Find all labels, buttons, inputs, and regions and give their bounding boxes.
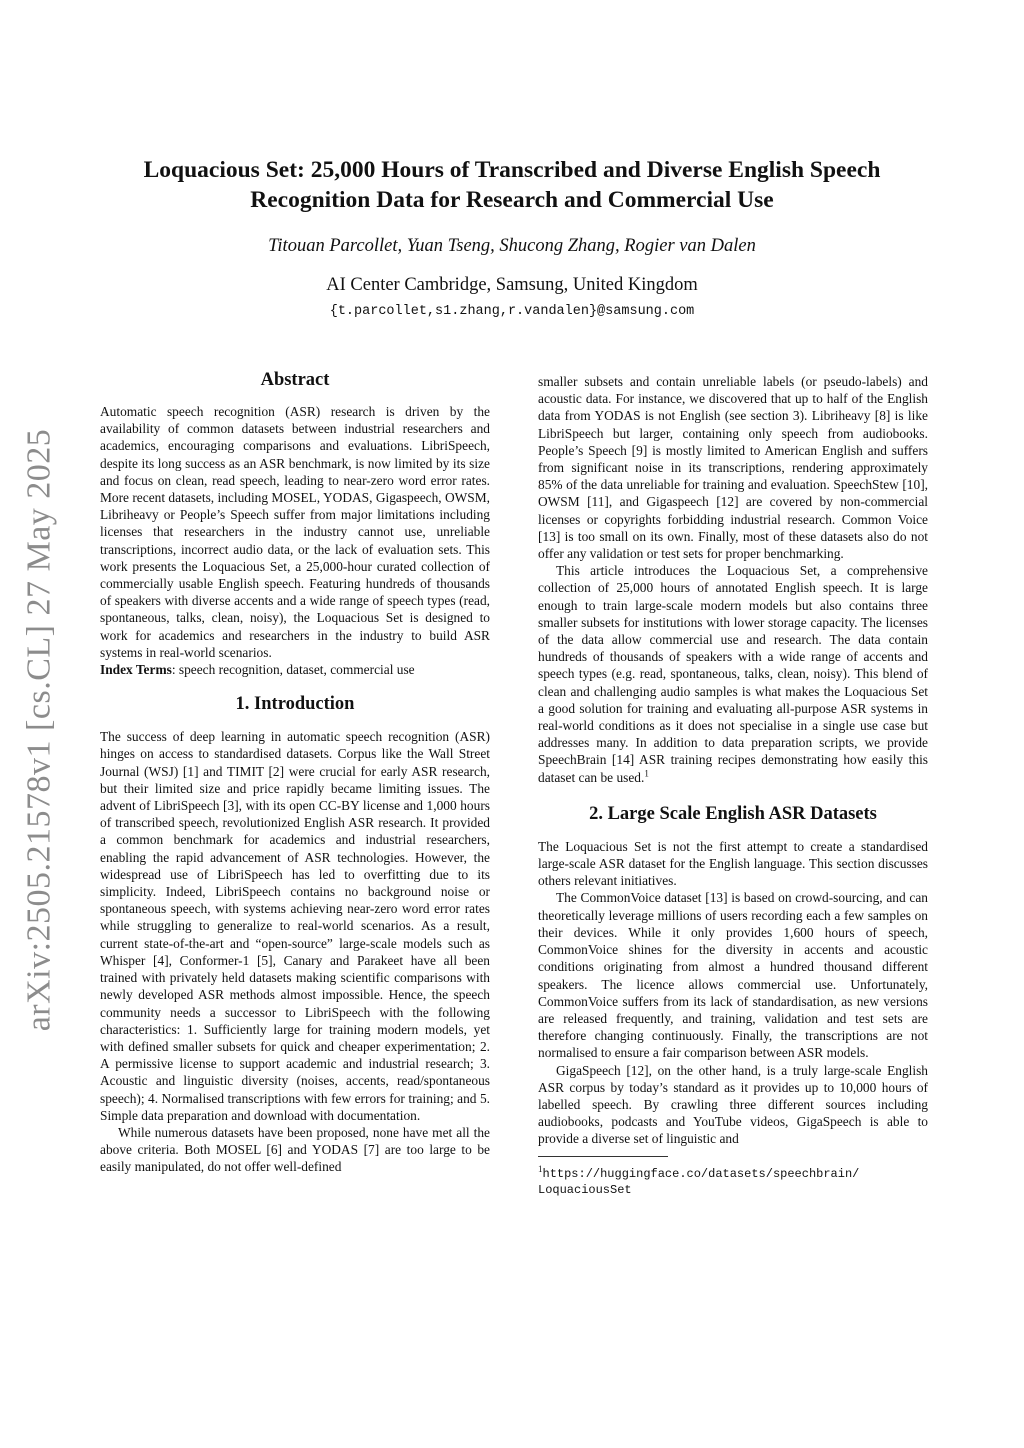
arxiv-id: arXiv:2505.21578v1 [cs.CL] 27 May 2025 <box>20 428 58 1032</box>
related-paragraph-3: GigaSpeech [12], on the other hand, is a truly large-scale English ASR corpus by today’s standard as it provides up to 10,000 hours of labelled speech. By crawling three different sources including audiobooks, podcasts and YouTube videos, GigaSpeech is able to provide a diverse set of linguistic and <box>538 1062 928 1147</box>
footnote-marker: 1 <box>644 768 649 779</box>
affiliation: AI Center Cambridge, Samsung, United Kingdom <box>326 275 698 295</box>
related-paragraph-1: The Loquacious Set is not the first attempt to create a standardised large-scale ASR dataset for the English language. This section discusses others relevant initiatives. <box>538 838 928 889</box>
arxiv-identifier-stamp <box>14 420 64 1040</box>
intro-paragraph-2-continued: smaller subsets and contain unreliable labels (or pseudo-labels) and acoustic data. For instance, we discovered that up to half of the English data from YODAS is not English (see section 3). Libriheavy [8] is like LibriSpeech but larger, containing only speech from audiobooks. People’s Speech [9] is mostly limited to American English and suffers from significant noise in its transcriptions, rendering approximately 85% of the data unreliable for training and evaluation. SpeechStew [10], OWSM [11], and Gigaspeech [12] are covered by non-commercial licenses or copyrights forbidding industrial research. Common Voice [13] is too small on its own. Finally, most of these datasets also do not offer any validation or test sets for proper benchmarking. <box>538 374 928 562</box>
author-emails: {t.parcollet,s1.zhang,r.vandalen}@samsung.com <box>329 304 695 319</box>
related-paragraph-2: The CommonVoice dataset [13] is based on crowd-sourcing, and can theoretically leverage millions of users recording each a few samples on their devices. While it only provides 1,600 hours of speech, CommonVoice shines for the diversity in accents and acoustic conditions originating from almost a hundred thousand different speakers. The licence allows commercial use. Unfortunately, CommonVoice suffers from its lack of standardisation, as new versions are released frequently, and training, validation and test sets are therefore changing continuously. Finally, the transcriptions are not normalised to ensure a fair comparison between ASR models. <box>538 890 928 1061</box>
footnote-divider <box>538 1156 668 1157</box>
footnote <box>538 1161 928 1198</box>
footnote-link[interactable]: https://huggingface.co/datasets/speechbrain/ LoquaciousSet <box>538 1166 860 1197</box>
intro-paragraph-2: While numerous datasets have been proposed, none have met all the above criteria. Both MOSEL [6] and YODAS [7] are too large to be easily manipulated, do not offer well-defined <box>100 1124 490 1175</box>
index-terms-text: : speech recognition, dataset, commercial use <box>171 662 415 678</box>
related-datasets-heading: 2. Large Scale English ASR Datasets <box>589 803 877 824</box>
index-terms <box>100 661 490 678</box>
footnote-number: 1 <box>538 1163 543 1174</box>
index-terms-label: Index Terms <box>100 662 172 678</box>
intro-paragraph-3 <box>538 562 928 786</box>
abstract-text: Automatic speech recognition (ASR) research is driven by the availability of common datasets between industrial researchers and academics, encouraging comparisons and evaluations. LibriSpeech, despite its long success as an ASR benchmark, is now limited by its size and focus on clean, read speech, leading to near-zero word error rates. More recent datasets, including MOSEL, YODAS, Gigaspeech, OWSM, Libriheavy or People’s Speech suffer from major limitations including licenses that researchers in the industry cannot use, unreliable transcriptions, incorrect audio data, or the lack of evaluation sets. This work presents the Loquacious Set, a 25,000-hour curated collection of commercially usable English speech. Featuring hundreds of thousands of speakers with diverse accents and a wide range of speech types (read, spontaneous, talks, clean, noisy), the Loquacious Set is designed to work for academics and researchers in the industry to build ASR systems in real-world scenarios. <box>100 404 490 660</box>
introduction-heading: 1. Introduction <box>235 694 355 715</box>
intro-paragraph-1: The success of deep learning in automatic speech recognition (ASR) hinges on access to standardised datasets. Corpus like the Wall Street Journal (WSJ) [1] and TIMIT [2] were crucial for early ASR research, but their limited size and price rapidly became limiting issues. The advent of LibriSpeech [3], with its open CC-BY license and 1,000 hours of transcribed speech, revolutionized English ASR research. It provided a common benchmark for academics and industrial researchers, enabling the rapid advancement of ASR technologies. However, the widespread use of LibriSpeech has led to overfitting due to its simplicity. Indeed, LibriSpeech contains no background noise or spontaneous speech, with systems achieving near-zero word error rates while struggling to generalize to real-world scenarios. As a result, current state-of-the-art and “open-source” large-scale models such as Whisper [4], Conformer-1 [5], Canary and Parakeet have all been trained with privately held datasets making scientific comparisons with newly developed ASR methods almost impossible. Hence, the speech community needs a successor to LibriSpeech with the following characteristics: 1. Sufficiently large for training modern models, yet with defined smaller subsets for quick and cheaper experimentation; 2. A permissive license to support academic and industrial research; 3. Acoustic and linguistic diversity (noises, accents, read/spontaneous speech); 4. Normalised transcriptions with few errors for training; and 5. Simple data preparation and download with documentation. <box>100 729 490 1123</box>
right-column <box>538 373 928 1198</box>
paper-title: Loquacious Set: 25,000 Hours of Transcribed and Diverse English Speech Recognition Data for Research and Commercial Use <box>143 157 881 213</box>
abstract-heading: Abstract <box>260 370 330 390</box>
author-list: Titouan Parcollet, Yuan Tseng, Shucong Zhang, Rogier van Dalen <box>268 236 756 256</box>
intro-paragraph-3-text: This article introduces the Loquacious Set, a comprehensive collection of 25,000 hours of annotated English speech. It is large enough to train large-scale modern models but also contains three smaller subsets for institutions with lower storage capacity. The licenses of the data allow commercial use and research. The data contain hundreds of thousands of speakers with a wide range of accents and speech types (e.g. read, spontaneous, talks, clean, noisy). This blend of clean and challenging audio samples is what makes the Loquacious Set a good solution for training and evaluating all-purpose ASR systems in real-world conditions as it does not specialise in a single use case but addresses many. In addition to data preparation scripts, we provide SpeechBrain [14] ASR training recipes demonstrating how easily this dataset can be used. <box>538 563 928 785</box>
left-column <box>100 367 490 1176</box>
